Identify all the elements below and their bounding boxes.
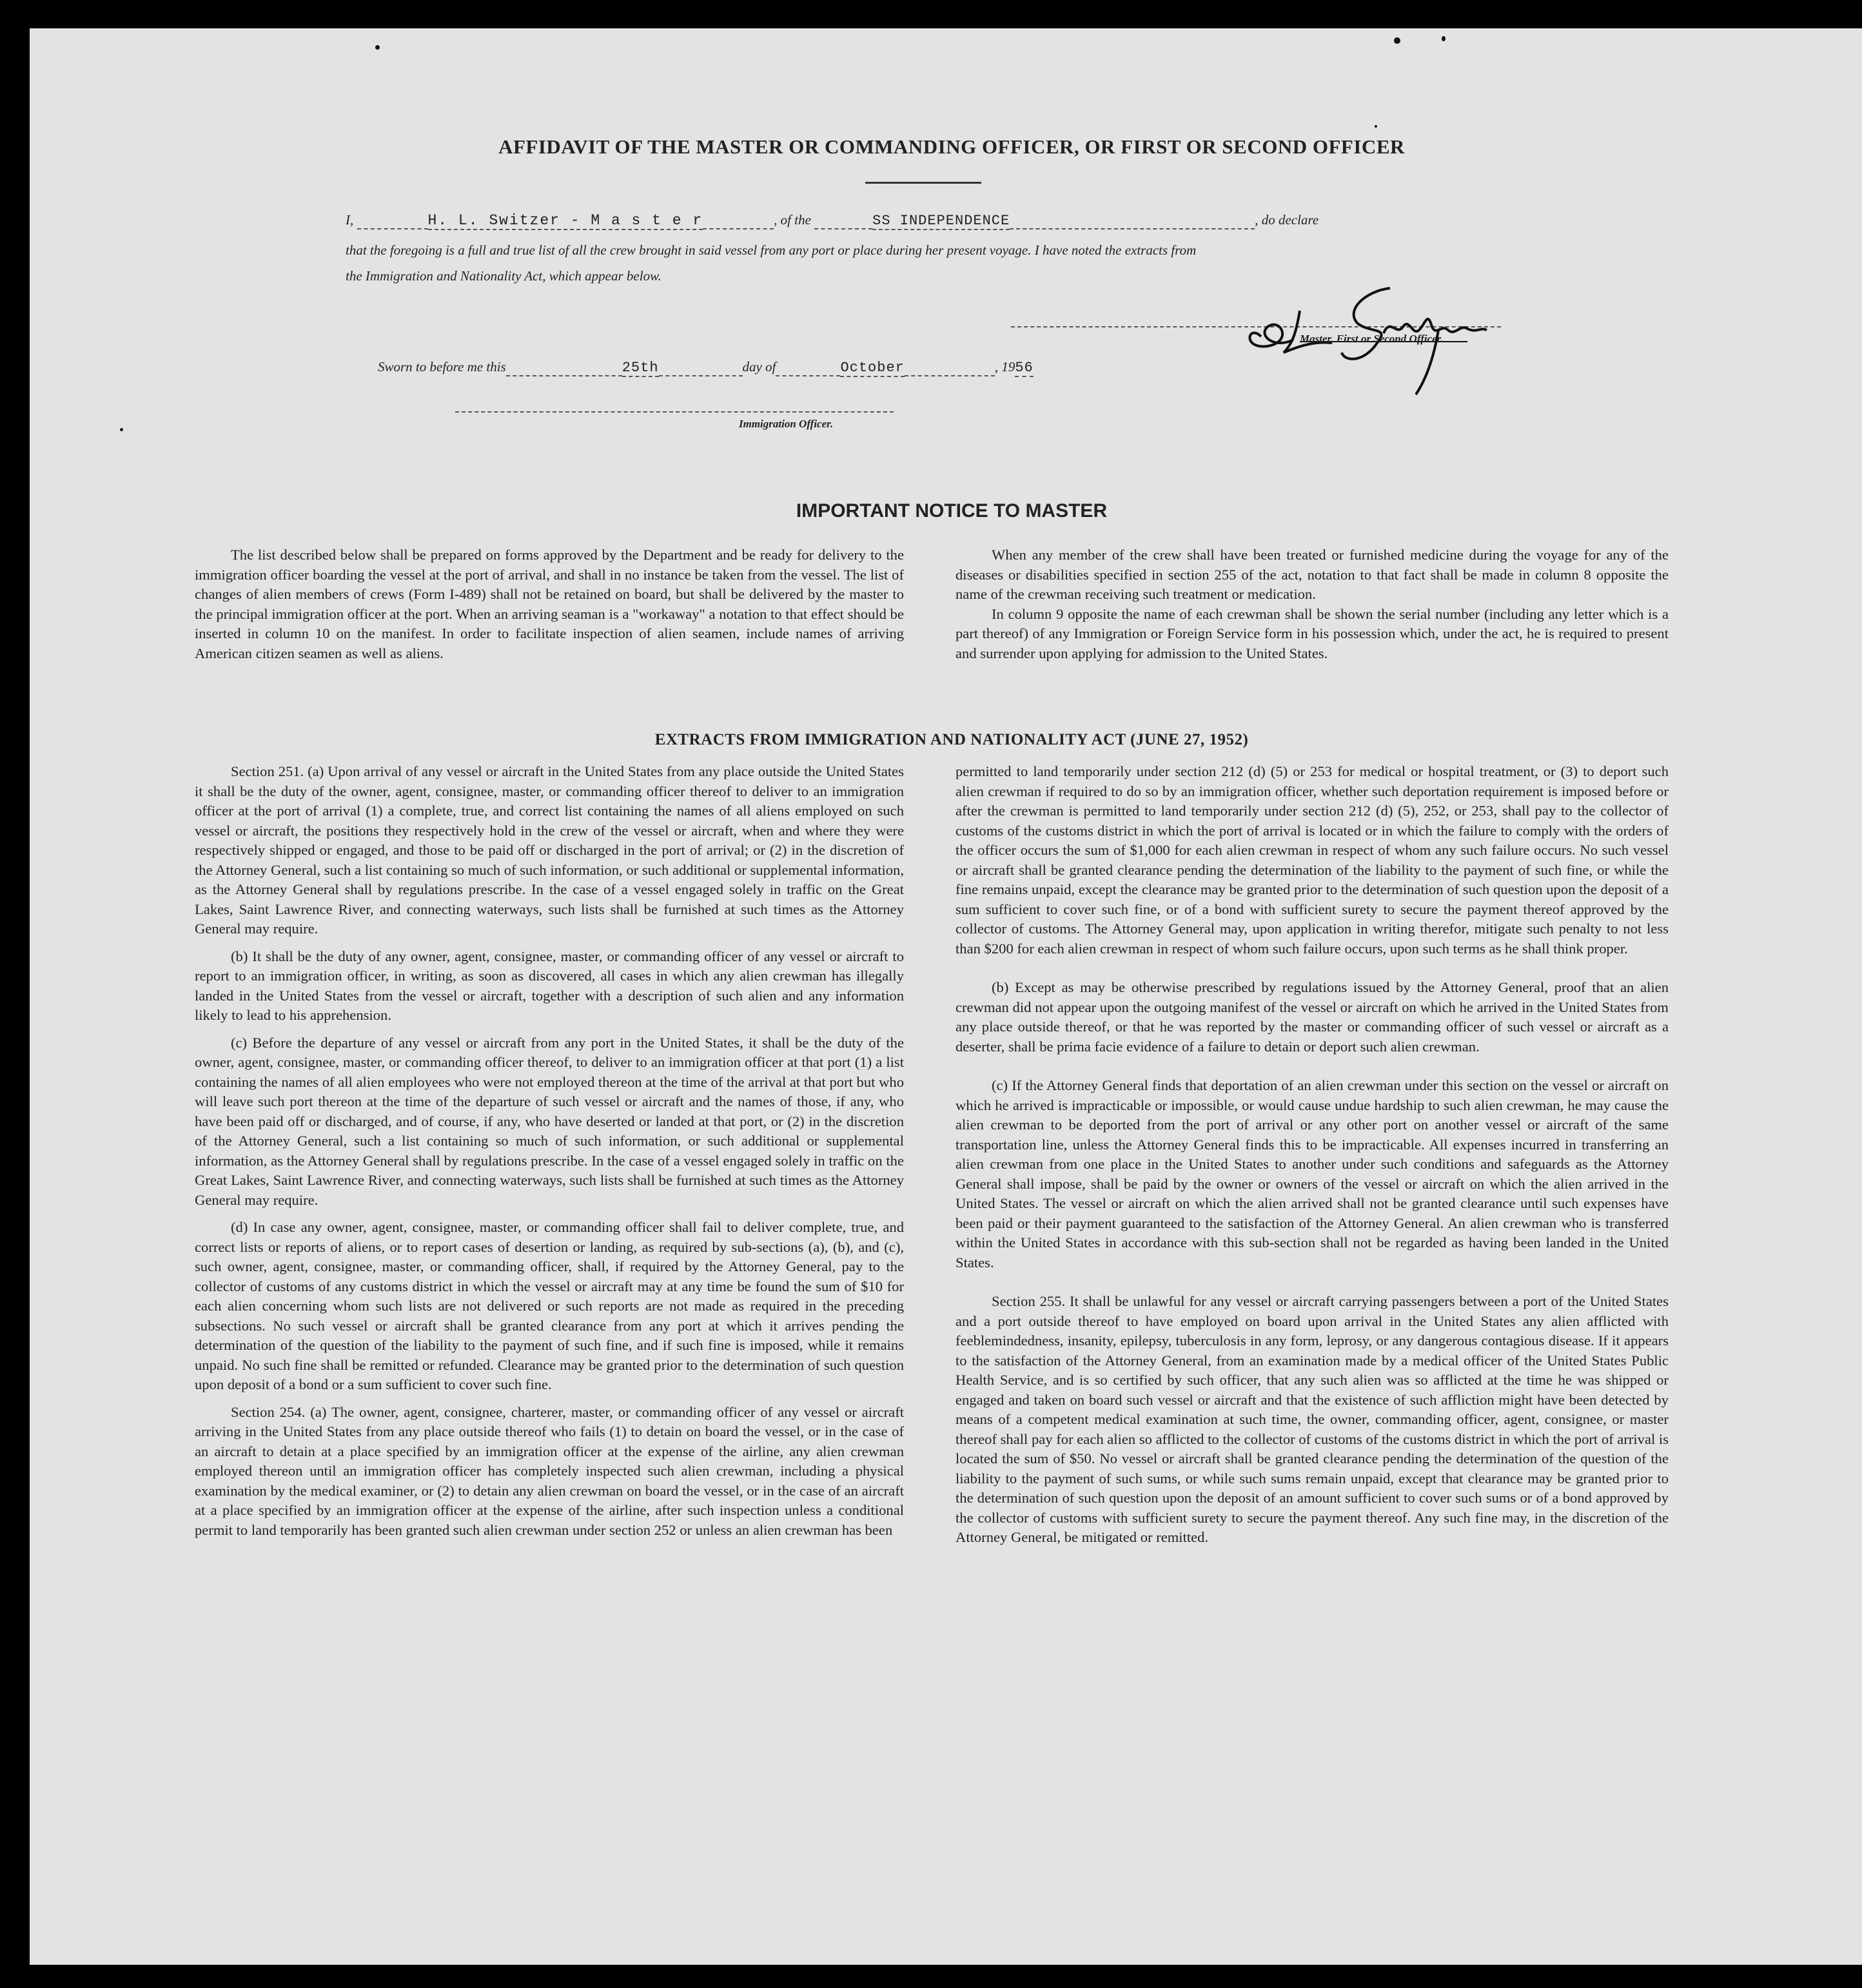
declaration-line-1 — [346, 210, 1532, 233]
title-rule — [865, 182, 981, 184]
sworn-day: 25th — [622, 360, 659, 376]
notice-paragraph: In column 9 opposite the name of each crewman shall be shown the serial number (including any letter which is a part thereof) of any Immigration or Foreign Service form in his possession which, under the act, he is required to present and surrender upon applying for admission to the United States. — [956, 605, 1669, 661]
extract-paragraph: Section 255. It shall be unlawful for any vessel or aircraft carrying passengers between a port of the United States and a port outside thereof to have employed on board upon arrival in the United States any alien afflicted with feeblemindedness, insanity, epilepsy, tuberculosis in any form, leprosy, or any dangerous contagious disease. If it appears to the satisfaction of the Attorney General, from an examination made by a medical officer of the United States Public Health Service, and is so certified by such officer, that any such alien was so afflicted at the time he was shipped or engaged and taken on board such vessel or aircraft and that the existence of such affliction might have been detected by means of a competent medical examination at such time, the owner, commanding officer, agent, consignee, or master thereof shall pay for each alien so afflicted to the collector of customs of the customs district in which the port of arrival is located the sum of $50. No vessel or aircraft shall be granted clearance pending the determination of the question of the liability to the payment of such sums, or while such sums remain unpaid, except that clearance may be granted prior to the determination of such question upon the deposit of an amount sufficient to cover such sums or of a bond approved by the collector of customs with sufficient surety to secure the payment thereof. Any such fine may, in the discretion of the Attorney General, be mitigated or remitted. — [956, 1293, 1669, 1545]
speck — [120, 428, 123, 431]
extract-paragraph: (c) Before the departure of any vessel or aircraft from any port in the United States, it shall be the duty of the owner, agent, consignee, master, or commanding officer thereof, to deliver to an immigration officer at that port (1) a list containing the names of all alien employees who were not employed thereon at the time of the arrival at that port but who will leave such port thereon at the time of the departure of such vessel or aircraft and the names of those, if any, who have been paid off or discharged, and of course, if any, who have deserted or landed at that port, or (2) in the discretion of the Attorney General, such a list containing so much of such information, or such additional or supplemental information, as the Attorney General shall by regulations prescribe. In the case of a vessel engaged solely in traffic on the Great Lakes, Saint Lawrence River, and connecting waterways, such lists shall be furnished at such times as the Attorney General may require. — [195, 1034, 904, 1208]
declaration-line-2: that the foregoing is a full and true list of all the crew brought in said vessel from any port or place during her present voyage. I have noted the extracts from — [346, 242, 1197, 258]
extract-paragraph: (b) It shall be the duty of any owner, agent, consignee, master, or commanding officer of any vessel or aircraft to report to an immigration officer, in writing, as soon as discovered, all cases in which any alien crewman has illegally landed in the United States from the vessel or aircraft, together with a description of such alien and any information likely to lead to his apprehension. — [195, 948, 904, 1023]
notice-left-column — [195, 545, 904, 671]
do-declare-label: , do declare — [1255, 212, 1319, 228]
notice-paragraph: When any member of the crew shall have been treated or furnished medicine during the voyage for any of the diseases or disabilities specified in section 255 of the act, notation to that fact shall be made in column 8 opposite the name of the crewman receiving such treatment or medication. — [956, 547, 1669, 602]
i-prefix: I, — [346, 212, 354, 228]
extracts-right-column — [956, 762, 1669, 1555]
extract-paragraph: permitted to land temporarily under section 212 (d) (5) or 253 for medical or hospital treatment, or (3) to deport such alien crewman if required to do so by an immigration officer, whether such deportation requirement is imposed before or after the crewman is permitted to land temporarily under section 212 (d) (5), 252, or 253, shall pay to the collector of customs of the customs district in which the port of arrival is located or in which the failure to comply with the orders of the officer occurs the sum of $1,000 for each alien crewman in respect of whom any such failure occurs. No such vessel or aircraft shall be granted clearance pending the determination of the liability to the payment of such fine, or while the fine remains unpaid, except the clearance may be granted prior to the determination of such question upon the deposit of a sum sufficient to cover such fine, or of a bond with sufficient surety to secure the payment thereof approved by the collector of customs. The Attorney General may, upon application in writing therefor, mitigate such penalty to not less than $200 for each alien crewman in respect of whom such failure occurs, upon such terms as he shall think proper. — [956, 763, 1669, 957]
speck — [1442, 36, 1446, 41]
speck — [375, 45, 380, 50]
sworn-year: 56 — [1015, 360, 1034, 376]
declaration-line-3: the Immigration and Nationality Act, which appear below. — [346, 268, 662, 284]
notice-right-column — [956, 545, 1669, 671]
extract-paragraph: (c) If the Attorney General finds that deportation of an alien crewman under this section on the vessel or aircraft on which he arrived is impracticable or impossible, or would cause undue hardship to such alien crewman, he may cause the alien crewman to be deported from the port of arrival or any other port on another vessel or aircraft of the same transportation line, unless the Attorney General finds this to be impracticable. All expenses incurred in transferring an alien crewman from one place in the United States to another under such conditions and safeguards as the Attorney General shall impose, shall be paid by the owner or owners of the vessel or aircraft on which the alien arrived in the United States. The vessel or aircraft on which the alien arrived shall not be granted clearance until such expenses have been paid or their payment guaranteed to the satisfaction of the Attorney General. An alien crewman who is transferred within the United States in accordance with this sub-section shall not be regarded as having been landed in the United States. — [956, 1077, 1669, 1271]
speck — [1375, 125, 1377, 128]
notice-title: IMPORTANT NOTICE TO MASTER — [796, 500, 1108, 521]
extract-paragraph: Section 254. (a) The owner, agent, consignee, charterer, master, or commanding officer of any vessel or aircraft arriving in the United States from any place outside thereof who fails (1) to detain on board the vessel, or in the case of an aircraft to detain at a place specified by an immigration officer at the expense of the airline, any alien crewman employed thereon until an immigration officer has completely inspected such alien crewman, including a physical examination by the medical examiner, or (2) to detain any alien crewman on board the vessel, or in the case of an aircraft at a place specified by an immigration officer at the expense of the airline, after such inspection unless a conditional permit to land temporarily has been granted such alien crewman under section 252 or unless an alien crewman has been — [195, 1403, 904, 1538]
extracts-left-column — [195, 762, 904, 1548]
speck — [1394, 37, 1400, 44]
extracts-title: EXTRACTS FROM IMMIGRATION AND NATIONALITY ACT (JUNE 27, 1952) — [654, 731, 1249, 748]
document-page — [30, 28, 1862, 1965]
sworn-prefix: Sworn to before me this — [378, 359, 506, 375]
of-the-label: , of the — [774, 212, 811, 228]
signature-caption: Master, First or Second Officer. — [1300, 333, 1444, 345]
sworn-month: October — [840, 360, 905, 376]
year-prefix: , 19 — [994, 359, 1015, 375]
extract-paragraph: (d) In case any owner, agent, consignee, master, or commanding officer shall fail to deliver complete, true, and correct lists or reports of aliens, or to report cases of desertion or landing, as required by sub-sections (a), (b), and (c), such owner, agent, consignee, master, or commanding officer, shall, if required by the Attorney General, pay to the collector of customs of any customs district in which the vessel or aircraft may at any time be found the sum of $10 for each alien concerning whom such lists are not delivered or such reports are not made as required in the preceding subsections. No such vessel or aircraft shall be granted clearance from any port at which it arrives pending the determination of the question of the liability to the payment of such fine, and if such fine is imposed, while it remains unpaid. No such fine shall be remitted or refunded. Clearance may be granted prior to the determination of such question upon deposit of a bond or a sum sufficient to cover such fine. — [195, 1219, 904, 1392]
sworn-line — [378, 357, 1034, 376]
immigration-officer-caption: Immigration Officer. — [739, 418, 834, 430]
master-name: H. L. Switzer - M a s t e r — [427, 212, 703, 229]
vessel-name: SS INDEPENDENCE — [872, 213, 1010, 229]
immigration-officer-line — [455, 411, 894, 413]
affidavit-title: AFFIDAVIT OF THE MASTER OR COMMANDING OFFICER, OR FIRST OR SECOND OFFICER — [498, 135, 1405, 158]
notice-paragraph: The list described below shall be prepared on forms approved by the Department and be ready for delivery to the immigration officer boarding the vessel at the port of arrival, and shall in no instance be taken from the vessel. The list of changes of alien members of crews (Form I-489) shall not be retained on board, but shall be delivered by the master to the principal immigration officer at the port. When an arriving seaman is a "workaway" a notation to that effect should be inserted in column 10 on the manifest. In order to facilitate inspection of alien seamen, include names of arriving American citizen seamen as well as aliens. — [195, 547, 904, 661]
extract-paragraph: (b) Except as may be otherwise prescribed by regulations issued by the Attorney General, proof that an alien crewman did not appear upon the outgoing manifest of the vessel or aircraft on which he arrived in the United States from any place outside thereof, or that he was reported by the master or commanding officer of such vessel or aircraft as a deserter, shall be prima facie evidence of a failure to detain or deport such alien crewman. — [956, 979, 1669, 1055]
day-of-label: day of — [742, 359, 776, 375]
extract-paragraph: Section 251. (a) Upon arrival of any vessel or aircraft in the United States from any place outside the United States it shall be the duty of the owner, agent, consignee, master, or commanding officer thereof to deliver to an immigration officer at the port of arrival (1) a complete, true, and correct list containing the names of all aliens employed on such vessel or aircraft, the positions they respectively hold in the crew of the vessel or aircraft, when and where they were respectively shipped or engaged, and those to be paid off or discharged in the port of arrival; or (2) in the discretion of the Attorney General, such a list containing so much of such information, or such additional or supplemental information, as the Attorney General shall by regulations prescribe. In the case of a vessel engaged solely in traffic on the Great Lakes, Saint Lawrence River, and connecting waterways, such lists shall be furnished at such times as the Attorney General may require. — [195, 763, 904, 937]
